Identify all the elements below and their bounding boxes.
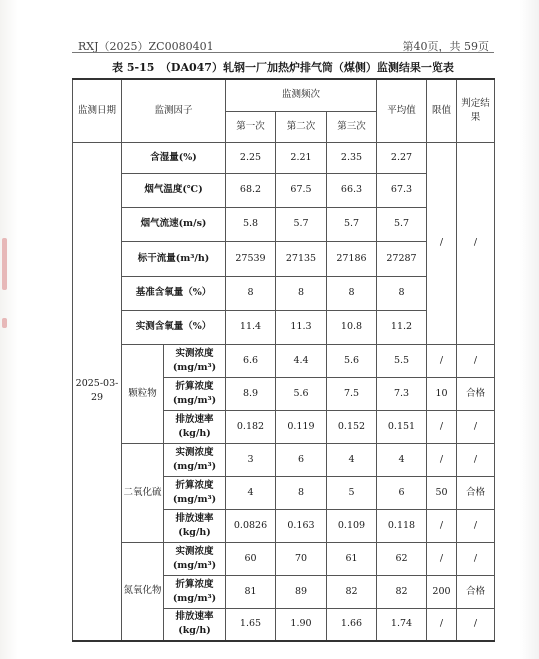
value-average: 4 — [377, 443, 427, 476]
value-third: 5.6 — [327, 344, 377, 377]
value-first: 1.65 — [226, 608, 276, 641]
page-info: 第40页，共 59页 — [402, 40, 489, 53]
value-second: 89 — [276, 575, 327, 608]
value-second: 8 — [276, 476, 327, 509]
value-limit: 50 — [427, 476, 457, 509]
value-average: 0.151 — [377, 410, 427, 443]
value-limit: / — [427, 542, 457, 575]
value-first: 0.182 — [226, 410, 276, 443]
col-header-date: 监测日期 — [73, 79, 122, 142]
pollutant-metric-label: 排放速率(kg/h) — [164, 608, 226, 641]
value-second: 8 — [276, 276, 327, 310]
value-third: 5 — [327, 476, 377, 509]
value-first: 8.9 — [226, 377, 276, 410]
value-third: 4 — [327, 443, 377, 476]
col-header-second: 第二次 — [276, 111, 327, 142]
value-second: 5.6 — [276, 377, 327, 410]
general-factor-name: 实测含氧量（%） — [122, 310, 226, 344]
red-stamp-edge — [2, 318, 7, 328]
pollutant-metric-label: 实测浓度(mg/m³) — [164, 443, 226, 476]
value-third: 0.152 — [327, 410, 377, 443]
value-first: 68.2 — [226, 173, 276, 207]
value-result: / — [457, 509, 495, 542]
value-limit: 10 — [427, 377, 457, 410]
value-third: 8 — [327, 276, 377, 310]
col-header-first: 第一次 — [226, 111, 276, 142]
value-limit: / — [427, 608, 457, 641]
value-average: 7.3 — [377, 377, 427, 410]
header-rule — [72, 52, 494, 53]
value-average: 27287 — [377, 241, 427, 276]
value-third: 2.35 — [327, 142, 377, 173]
red-stamp-edge — [2, 238, 7, 290]
value-first: 81 — [226, 575, 276, 608]
value-second: 6 — [276, 443, 327, 476]
pollutant-metric-label: 排放速率(kg/h) — [164, 509, 226, 542]
col-header-result: 判定结果 — [457, 79, 495, 142]
pollutant-metric-label: 折算浓度(mg/m³) — [164, 476, 226, 509]
col-header-factor: 监测因子 — [122, 79, 226, 142]
general-factor-name: 标干流量(m³/h) — [122, 241, 226, 276]
pollutant-metric-label: 实测浓度(mg/m³) — [164, 344, 226, 377]
general-factor-name: 基准含氧量（%） — [122, 276, 226, 310]
table-row — [73, 79, 495, 111]
value-first: 0.0826 — [226, 509, 276, 542]
col-header-limit: 限值 — [427, 79, 457, 142]
value-first: 4 — [226, 476, 276, 509]
general-result: / — [457, 142, 495, 344]
value-average: 8 — [377, 276, 427, 310]
value-second: 2.21 — [276, 142, 327, 173]
value-average: 5.5 — [377, 344, 427, 377]
pollutant-metric-label: 折算浓度(mg/m³) — [164, 377, 226, 410]
value-first: 5.8 — [226, 207, 276, 241]
value-result: / — [457, 410, 495, 443]
value-limit: / — [427, 509, 457, 542]
value-first: 6.6 — [226, 344, 276, 377]
value-third: 0.109 — [327, 509, 377, 542]
value-third: 66.3 — [327, 173, 377, 207]
pollutant-name: 颗粒物 — [122, 344, 164, 443]
pollutant-metric-label: 折算浓度(mg/m³) — [164, 575, 226, 608]
table-row — [73, 542, 495, 575]
value-first: 2.25 — [226, 142, 276, 173]
value-second: 5.7 — [276, 207, 327, 241]
value-average: 0.118 — [377, 509, 427, 542]
value-third: 7.5 — [327, 377, 377, 410]
table-row — [73, 142, 495, 173]
value-limit: 200 — [427, 575, 457, 608]
pollutant-name: 氮氧化物 — [122, 542, 164, 641]
value-result: 合格 — [457, 377, 495, 410]
value-average: 1.74 — [377, 608, 427, 641]
col-header-third: 第三次 — [327, 111, 377, 142]
col-header-frequency: 监测频次 — [226, 79, 377, 111]
value-third: 10.8 — [327, 310, 377, 344]
value-result: 合格 — [457, 575, 495, 608]
value-limit: / — [427, 344, 457, 377]
value-second: 11.3 — [276, 310, 327, 344]
value-average: 11.2 — [377, 310, 427, 344]
value-second: 0.163 — [276, 509, 327, 542]
monitoring-date: 2025-03-29 — [73, 142, 122, 641]
general-factor-name: 烟气温度(℃) — [122, 173, 226, 207]
value-average: 6 — [377, 476, 427, 509]
table-title: 表 5-15 （DA047）轧钢一厂加热炉排气筒（煤侧）监测结果一览表 — [112, 61, 454, 74]
value-average: 82 — [377, 575, 427, 608]
value-result: 合格 — [457, 476, 495, 509]
general-factor-name: 含湿量(%) — [122, 142, 226, 173]
value-limit: / — [427, 410, 457, 443]
value-result: / — [457, 608, 495, 641]
value-result: / — [457, 542, 495, 575]
value-result: / — [457, 344, 495, 377]
value-second: 0.119 — [276, 410, 327, 443]
value-third: 1.66 — [327, 608, 377, 641]
value-second: 70 — [276, 542, 327, 575]
value-first: 8 — [226, 276, 276, 310]
value-third: 27186 — [327, 241, 377, 276]
value-average: 5.7 — [377, 207, 427, 241]
general-limit: / — [427, 142, 457, 344]
value-first: 11.4 — [226, 310, 276, 344]
table-row — [73, 443, 495, 476]
value-average: 62 — [377, 542, 427, 575]
value-second: 27135 — [276, 241, 327, 276]
value-second: 67.5 — [276, 173, 327, 207]
report-number: RXJ（2025）ZC0080401 — [78, 40, 214, 53]
value-first: 3 — [226, 443, 276, 476]
value-first: 60 — [226, 542, 276, 575]
col-header-average: 平均值 — [377, 79, 427, 142]
value-first: 27539 — [226, 241, 276, 276]
value-second: 1.90 — [276, 608, 327, 641]
monitoring-results-table — [72, 78, 495, 642]
table-row — [73, 344, 495, 377]
value-third: 82 — [327, 575, 377, 608]
value-third: 5.7 — [327, 207, 377, 241]
pollutant-metric-label: 排放速率(kg/h) — [164, 410, 226, 443]
value-average: 67.3 — [377, 173, 427, 207]
pollutant-metric-label: 实测浓度(mg/m³) — [164, 542, 226, 575]
value-second: 4.4 — [276, 344, 327, 377]
pollutant-name: 二氧化硫 — [122, 443, 164, 542]
value-result: / — [457, 443, 495, 476]
general-factor-name: 烟气流速(m/s) — [122, 207, 226, 241]
value-limit: / — [427, 443, 457, 476]
value-average: 2.27 — [377, 142, 427, 173]
value-third: 61 — [327, 542, 377, 575]
